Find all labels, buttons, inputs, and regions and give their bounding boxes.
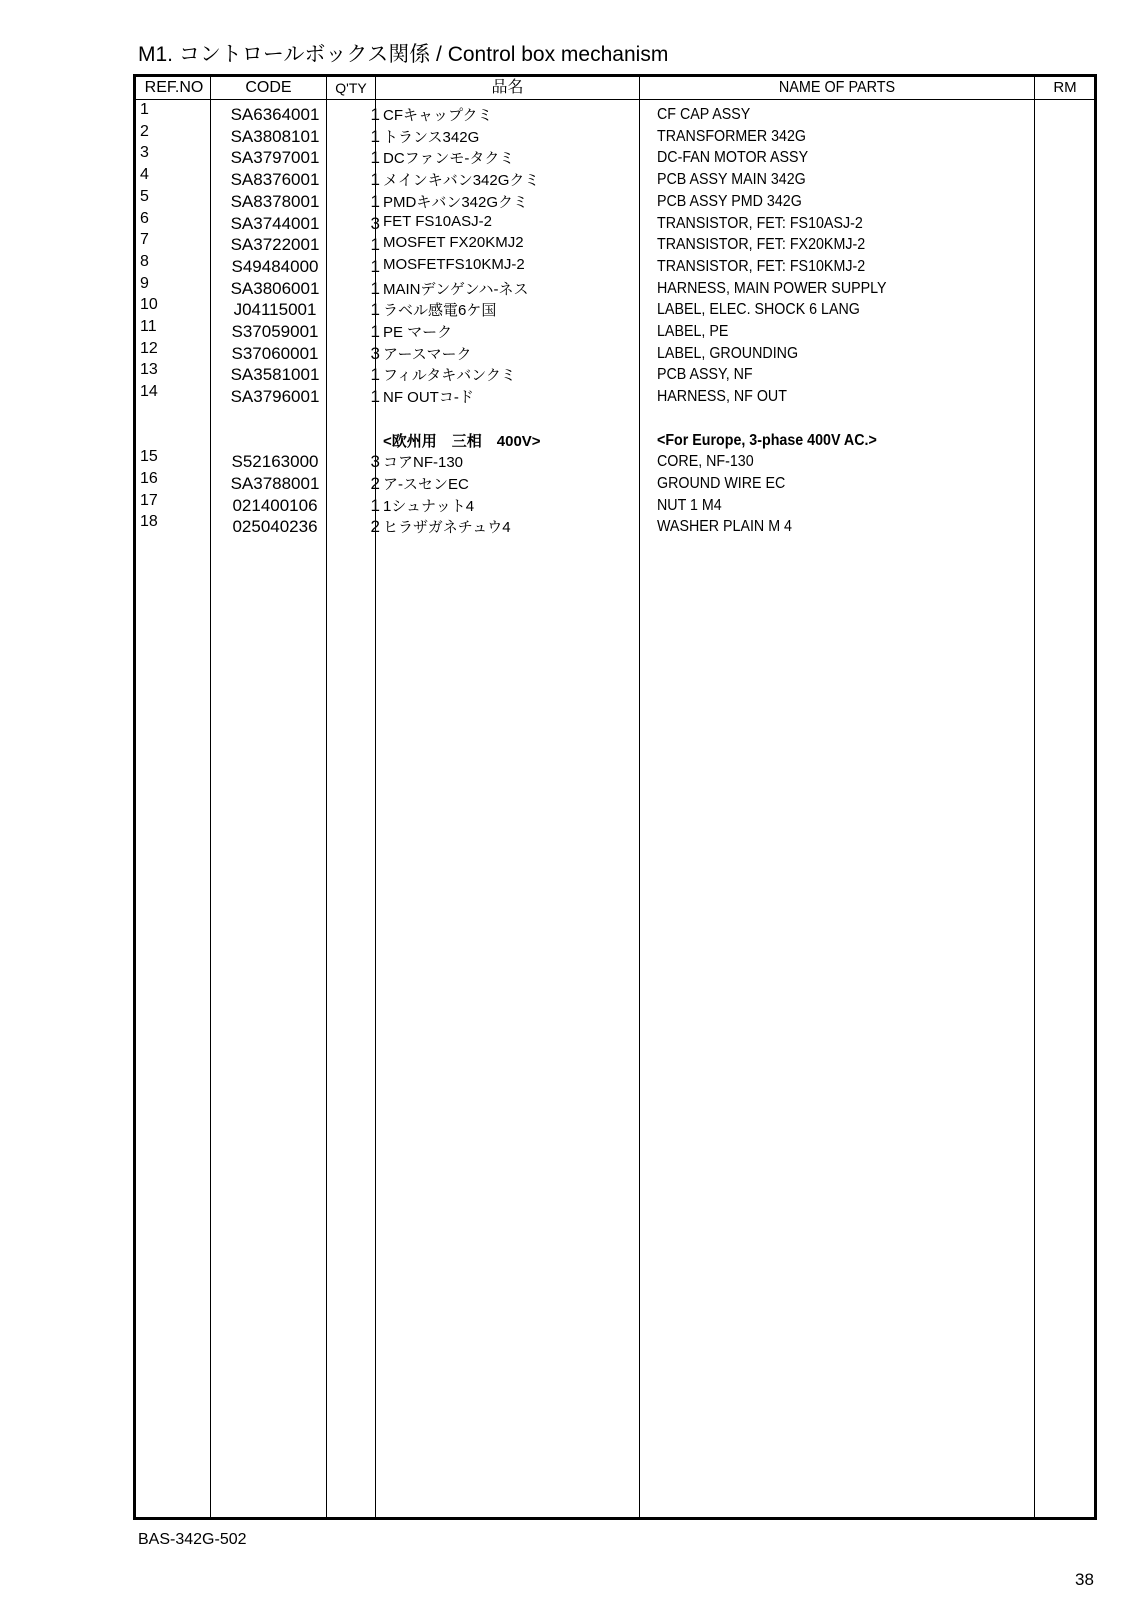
code-cell: SA3581001	[230, 365, 320, 385]
code-cell: SA3722001	[230, 235, 320, 255]
table-row	[136, 209, 1094, 236]
section-heading-row	[136, 431, 1094, 453]
code-cell: SA8378001	[230, 191, 320, 211]
name-en-cell: LABEL, GROUNDING	[657, 344, 799, 362]
name-jp-cell: フィルタキバンクミ	[383, 367, 516, 385]
qty-cell: 1	[370, 191, 380, 211]
ref-no-cell: 3	[140, 144, 149, 162]
page-number: 38	[1075, 1570, 1094, 1589]
code-cell: S37059001	[231, 322, 319, 341]
name-en-cell: PCB ASSY, NF	[657, 366, 753, 384]
name-jp-cell: DCファンモ-タクミ	[383, 150, 515, 168]
table-row	[136, 166, 1094, 192]
table-row	[136, 318, 1094, 344]
header-ref-no: REF.NO	[144, 79, 204, 96]
code-cell: J04115001	[233, 300, 317, 320]
name-jp-cell: MAINデンゲンハ-ネス	[383, 280, 529, 298]
name-jp-cell: ラベル感電6ケ国	[383, 302, 497, 320]
name-en-cell: CF CAP ASSY	[657, 106, 751, 123]
name-jp-cell: PMDキバン342Gクミ	[383, 193, 529, 211]
header-divider	[136, 99, 1094, 100]
ref-no-cell: 13	[140, 361, 158, 379]
code-cell: 025040236	[232, 517, 318, 537]
qty-cell: 1	[370, 278, 380, 298]
code-cell: SA3808101	[230, 126, 320, 146]
name-jp-cell: CFキャップクミ	[383, 107, 493, 124]
table-row	[136, 409, 1094, 431]
header-rm: RM	[1053, 79, 1077, 96]
ref-no-cell: 11	[140, 318, 157, 335]
qty-cell: 1	[370, 300, 380, 320]
name-en-cell: PCB ASSY PMD 342G	[657, 192, 802, 210]
ref-no-cell: 17	[140, 491, 158, 509]
table-row	[136, 231, 1094, 257]
ref-no-cell: 16	[140, 469, 158, 487]
qty-cell: 1	[370, 170, 380, 190]
parts-table	[133, 74, 1097, 1520]
name-en-cell: HARNESS, MAIN POWER SUPPLY	[657, 279, 887, 297]
name-en-cell: GROUND WIRE EC	[657, 474, 786, 492]
table-row	[136, 491, 1094, 518]
table-row	[136, 448, 1094, 474]
header-name-en: NAME OF PARTS	[778, 79, 896, 96]
code-cell: SA3797001	[230, 148, 320, 168]
code-cell: S37060001	[231, 343, 319, 363]
name-jp-cell: PE マーク	[383, 324, 453, 341]
table-row	[136, 383, 1094, 409]
code-cell: 021400106	[232, 495, 318, 515]
name-en-cell: PCB ASSY MAIN 342G	[657, 171, 806, 189]
qty-cell: 1	[370, 495, 380, 515]
name-jp-cell: ヒラザガネチュウ4	[383, 519, 511, 537]
name-jp-cell: FET FS10ASJ-2	[383, 212, 492, 230]
qty-cell: 1	[370, 126, 380, 146]
name-en-cell: CORE, NF-130	[657, 453, 754, 471]
name-en-cell: LABEL, PE	[657, 323, 729, 340]
name-jp-cell: 1シュナット4	[383, 497, 475, 515]
ref-no-cell: 2	[140, 122, 149, 140]
qty-cell: 1	[370, 322, 380, 341]
table-row	[136, 339, 1094, 366]
name-jp-cell: メインキバン342Gクミ	[383, 172, 540, 190]
name-en-cell: <For Europe, 3-phase 400V AC.>	[657, 431, 877, 449]
name-jp-cell: トランス342G	[383, 128, 480, 146]
code-cell: SA8376001	[230, 170, 320, 190]
qty-cell: 2	[370, 473, 380, 493]
name-en-cell: HARNESS, NF OUT	[657, 388, 787, 406]
code-cell: S49484000	[231, 256, 319, 276]
page-title: M1. コントロールボックス関係 / Control box mechanism	[138, 43, 669, 66]
ref-no-cell: 8	[140, 252, 149, 270]
ref-no-cell: 1	[140, 101, 149, 118]
qty-cell: 1	[370, 105, 380, 124]
code-cell: SA3744001	[230, 213, 320, 233]
qty-cell: 2	[370, 517, 380, 537]
name-jp-cell: アースマーク	[383, 345, 472, 363]
name-en-cell: LABEL, ELEC. SHOCK 6 LANG	[657, 301, 860, 319]
qty-cell: 1	[370, 148, 380, 168]
header-code: CODE	[245, 79, 292, 96]
table-row	[136, 187, 1094, 214]
ref-no-cell: 9	[140, 274, 149, 292]
table-row	[136, 296, 1094, 322]
name-en-cell: DC-FAN MOTOR ASSY	[657, 149, 809, 167]
code-cell: S52163000	[231, 452, 319, 472]
table-row	[136, 122, 1094, 149]
name-en-cell: TRANSISTOR, FET: FS10KMJ-2	[657, 257, 866, 275]
ref-no-cell: 15	[140, 448, 158, 466]
table-row	[136, 469, 1094, 496]
qty-cell: 3	[370, 452, 380, 472]
ref-no-cell: 14	[140, 383, 158, 401]
ref-no-cell: 6	[140, 209, 149, 227]
name-en-cell: TRANSISTOR, FET: FX20KMJ-2	[657, 236, 866, 254]
code-cell: SA6364001	[230, 105, 320, 124]
name-en-cell: TRANSFORMER 342G	[657, 127, 806, 145]
name-jp-cell: ア-スセンEC	[383, 475, 469, 493]
name-jp-cell: MOSFETFS10KMJ-2	[383, 255, 525, 273]
ref-no-cell: 12	[140, 339, 158, 357]
header-qty: Q'TY	[335, 80, 367, 96]
name-en-cell: TRANSISTOR, FET: FS10ASJ-2	[657, 214, 863, 232]
ref-no-cell: 4	[140, 166, 149, 184]
qty-cell: 1	[370, 235, 380, 255]
table-row	[136, 101, 1094, 127]
name-jp-cell: MOSFET FX20KMJ2	[383, 234, 524, 252]
name-jp-cell: コアNF-130	[383, 454, 464, 472]
ref-no-cell: 5	[140, 187, 149, 205]
table-row	[136, 274, 1094, 301]
qty-cell: 3	[370, 213, 380, 233]
qty-cell: 1	[370, 365, 380, 385]
ref-no-cell: 7	[140, 231, 149, 249]
ref-no-cell: 18	[140, 513, 158, 531]
qty-cell: 3	[370, 343, 380, 363]
ref-no-cell: 10	[140, 296, 158, 314]
document-code: BAS-342G-502	[138, 1531, 247, 1548]
code-cell: SA3796001	[230, 387, 320, 407]
qty-cell: 1	[370, 387, 380, 407]
table-row	[136, 252, 1094, 279]
name-jp-cell: <欧州用 三相 400V>	[383, 432, 541, 450]
header-name-jp: 品名	[491, 79, 524, 96]
code-cell: SA3806001	[230, 278, 320, 298]
table-row	[136, 144, 1094, 170]
table-row	[136, 361, 1094, 387]
table-row	[136, 513, 1094, 539]
name-jp-cell: NF OUTコ-ド	[383, 389, 474, 407]
name-en-cell: NUT 1 M4	[657, 496, 722, 514]
code-cell: SA3788001	[230, 473, 320, 493]
name-en-cell: WASHER PLAIN M 4	[657, 518, 792, 536]
qty-cell: 1	[370, 256, 380, 276]
